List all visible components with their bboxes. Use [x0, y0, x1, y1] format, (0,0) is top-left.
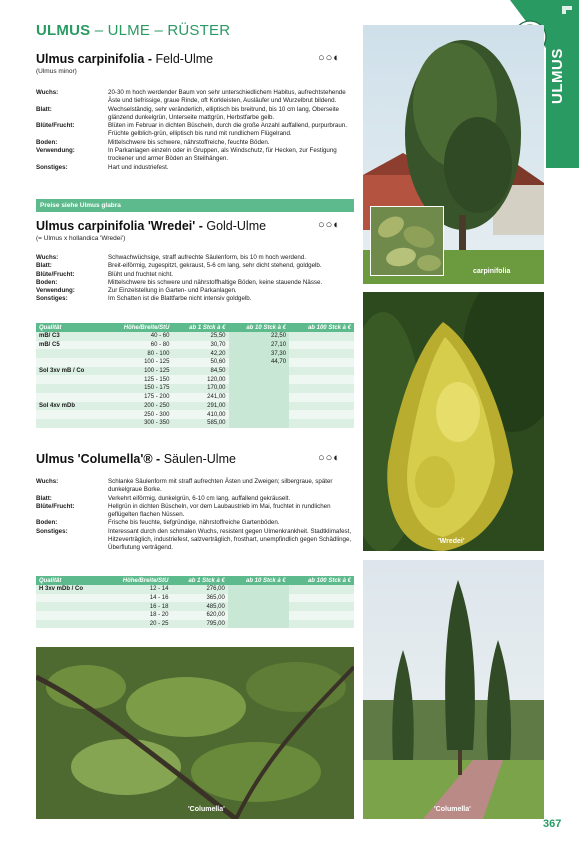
table-row: [36, 620, 354, 629]
table-row: [36, 402, 354, 411]
price-table-wredei: [36, 323, 354, 428]
table-cell: 44,70: [229, 358, 290, 367]
table-cell: 485,00: [171, 602, 227, 611]
price-table-columella: [36, 576, 354, 628]
table-cell: mB/ C3: [36, 332, 104, 341]
table-cell: [36, 358, 104, 367]
synonym: (= Ulmus x hollandica 'Wredei'): [36, 235, 126, 242]
photo-caption: 'Columella': [434, 806, 471, 813]
table-cell: [229, 393, 290, 402]
table-cell: [289, 419, 354, 428]
table-row: [36, 602, 354, 611]
table-cell: 60 - 80: [104, 341, 172, 350]
table-cell: [36, 620, 103, 629]
table-row: [36, 349, 354, 358]
col-header: ab 100 Stck à €: [289, 323, 354, 332]
table-cell: 20 - 25: [103, 620, 172, 629]
table-cell: 585,00: [172, 419, 228, 428]
light-requirement-icons: ○○◐: [318, 452, 341, 464]
photo-caption: carpinifolia: [473, 268, 511, 275]
table-cell: 40 - 60: [104, 332, 172, 341]
page-number: 367: [543, 818, 562, 830]
table-cell: 25,50: [172, 332, 228, 341]
table-cell: [36, 419, 104, 428]
table-cell: 125 - 150: [104, 375, 172, 384]
table-row: [36, 332, 354, 341]
table-cell: [289, 410, 354, 419]
table-cell: [36, 349, 104, 358]
page-title: ULMUS – ULME – RÜSTER: [36, 22, 231, 39]
col-header: ab 100 Stck à €: [289, 576, 354, 585]
table-cell: 22,50: [229, 332, 290, 341]
col-header: Qualität: [36, 576, 103, 585]
table-cell: 241,00: [172, 393, 228, 402]
photo-wredei: [363, 292, 544, 551]
table-cell: 795,00: [171, 620, 227, 629]
table-cell: [289, 349, 354, 358]
table-row: [36, 611, 354, 620]
table-cell: [289, 358, 354, 367]
photo-caption: 'Columella': [188, 806, 225, 813]
light-requirement-icons: ○○◐: [318, 52, 341, 64]
table-cell: [229, 419, 290, 428]
side-tab-label: ULMUS: [549, 48, 566, 104]
table-cell: 300 - 350: [104, 419, 172, 428]
table-cell: 84,50: [172, 367, 228, 376]
table-cell: [289, 602, 354, 611]
table-cell: [289, 620, 354, 629]
table-cell: 250 - 300: [104, 410, 172, 419]
section-title-columella: Ulmus 'Columella'® - Säulen-Ulme: [36, 452, 236, 466]
table-cell: [228, 602, 289, 611]
table-cell: [229, 375, 290, 384]
table-row: [36, 594, 354, 603]
col-header: ab 10 Stck à €: [228, 576, 289, 585]
table-row: [36, 410, 354, 419]
table-cell: 100 - 125: [104, 367, 172, 376]
col-header: Höhe/Breite/StU: [103, 576, 172, 585]
table-cell: 175 - 200: [104, 393, 172, 402]
table-cell: [229, 367, 290, 376]
table-cell: 37,30: [229, 349, 290, 358]
table-cell: [229, 410, 290, 419]
table-row: [36, 375, 354, 384]
table-cell: 14 - 16: [103, 594, 172, 603]
table-cell: 410,00: [172, 410, 228, 419]
table-cell: [228, 585, 289, 594]
table-cell: 291,00: [172, 402, 228, 411]
table-cell: [36, 594, 103, 603]
table-cell: 200 - 250: [104, 402, 172, 411]
table-cell: [36, 602, 103, 611]
table-row: [36, 419, 354, 428]
table-cell: [36, 375, 104, 384]
table-cell: [289, 611, 354, 620]
table-cell: 150 - 175: [104, 384, 172, 393]
properties-carpinifolia: Wuchs: 20-30 m hoch werdender Baum von sehr unterschiedlichem Habitus, aufrechtstehende Äste und tiefrissige, graue Rinde, oft Korkleisten, Ausläufer und Wurzelbrut bildend. Blatt: Wechselständig, sehr veränderlich, elliptisch bis breitrund, bis 10 cm lang, Oberseite glänzend dunkelgrün, Unterseite mattgrün, Herbstfarbe gelb. Blüte/Frucht: Blüten im Februar in dichten Büscheln, durch die große Anzahl auffallend, purpurbraun. Früchte gelblich-grün, elliptisch bis rund mit rundlichem Flügelrand. Boden: Mittelschwere bis schwere, nährstoffreiche, feuchte Böden. Verwendung: In Parkanlagen einzeln oder in Gruppen, als Windschutz, für Hecken, zur Festigung trockener und armer Böden an Steilhängen. Sonstiges: Hart und industriefest.: [36, 89, 347, 171]
table-cell: [228, 611, 289, 620]
table-cell: [289, 341, 354, 350]
table-cell: mB/ C5: [36, 341, 104, 350]
table-cell: [228, 620, 289, 629]
col-header: ab 1 Stck à €: [172, 323, 228, 332]
table-cell: Sol 4xv mDb: [36, 402, 104, 411]
table-cell: [289, 393, 354, 402]
properties-columella: Wuchs: Schlanke Säulenform mit straff aufrechten Ästen und Zweigen; silbergraue, später dunkelgraue Borke. Blatt: Verkehrt eiförmig, dunkelgrün, 6-10 cm lang, auffallend gekräuselt. Blüte/Frucht: Hellgrün in dichten Büscheln, vor dem Laubaustrieb im Mai, fruchtet in rundlichen geflügelten flachen Nüssen. Boden: Frische bis feuchte, tiefgründige, nährstoffreiche Gartenböden. Sonstiges: Interessant durch den schmalen Wuchs, resistent gegen Ulmenkrankheit. Stadtklimafest, Hitzeverträglich, industriefest, salzverträglich, frosthart, unempfindlich gegen Schädlinge, Überflutung verträgend.: [36, 478, 352, 552]
col-header: ab 1 Stck à €: [171, 576, 227, 585]
light-requirement-icons: ○○◐: [318, 219, 341, 231]
photo-inset-leaves: [370, 206, 444, 276]
table-cell: H 3xv mDb / Co: [36, 585, 103, 594]
col-header: Qualität: [36, 323, 104, 332]
table-cell: [289, 384, 354, 393]
table-cell: Sol 3xv mB / Co: [36, 367, 104, 376]
table-cell: 170,00: [172, 384, 228, 393]
table-cell: [36, 393, 104, 402]
table-cell: [289, 585, 354, 594]
table-cell: 620,00: [171, 611, 227, 620]
table-row: [36, 384, 354, 393]
table-cell: [289, 402, 354, 411]
section-title-wredei: Ulmus carpinifolia 'Wredei' - Gold-Ulme: [36, 219, 267, 233]
table-cell: 27,10: [229, 341, 290, 350]
photo-columella-leaves: [36, 647, 354, 819]
table-cell: 276,00: [171, 585, 227, 594]
table-cell: [229, 402, 290, 411]
properties-wredei: Wuchs: Schwachwüchsige, straff aufrechte Säulenform, bis 10 m hoch werdend. Blatt: Breit-eiförmig, zugespitzt, gekraust, 5-6 cm lang, sehr dicht stehend, goldgelb. Blüte/Frucht: Blüht und fruchtet nicht. Boden: Mittelschwere bis schwere und nährstoffhaltige Böden, keine stauende Nässe. Verwendung: Zur Einzelstellung in Garten- und Parkanlagen. Sonstiges: Im Schatten ist die Blattfarbe nicht intensiv goldgelb.: [36, 254, 323, 303]
table-cell: 365,00: [171, 594, 227, 603]
table-row: [36, 585, 354, 594]
table-cell: [36, 410, 104, 419]
table-cell: [229, 384, 290, 393]
table-cell: 12 - 14: [103, 585, 172, 594]
section-title-carpinifolia: Ulmus carpinifolia - Feld-Ulme: [36, 52, 214, 66]
table-cell: 50,60: [172, 358, 228, 367]
table-cell: 120,00: [172, 375, 228, 384]
table-cell: [289, 594, 354, 603]
col-header: ab 10 Stck à €: [229, 323, 290, 332]
price-note-bar: Preise siehe Ulmus glabra: [36, 199, 354, 212]
table-cell: [228, 594, 289, 603]
table-row: [36, 341, 354, 350]
table-cell: 80 - 100: [104, 349, 172, 358]
table-cell: [289, 367, 354, 376]
table-cell: [289, 375, 354, 384]
table-cell: [36, 384, 104, 393]
table-cell: [289, 332, 354, 341]
table-cell: 30,70: [172, 341, 228, 350]
table-row: [36, 358, 354, 367]
table-cell: 100 - 125: [104, 358, 172, 367]
photo-caption: 'Wredei': [438, 538, 465, 545]
photo-columella-avenue: [363, 560, 544, 819]
col-header: Höhe/Breite/StU: [104, 323, 172, 332]
table-row: [36, 367, 354, 376]
table-cell: 16 - 18: [103, 602, 172, 611]
synonym: (Ulmus minor): [36, 68, 77, 75]
table-cell: [36, 611, 103, 620]
table-cell: 18 - 20: [103, 611, 172, 620]
table-row: [36, 393, 354, 402]
table-cell: 42,20: [172, 349, 228, 358]
